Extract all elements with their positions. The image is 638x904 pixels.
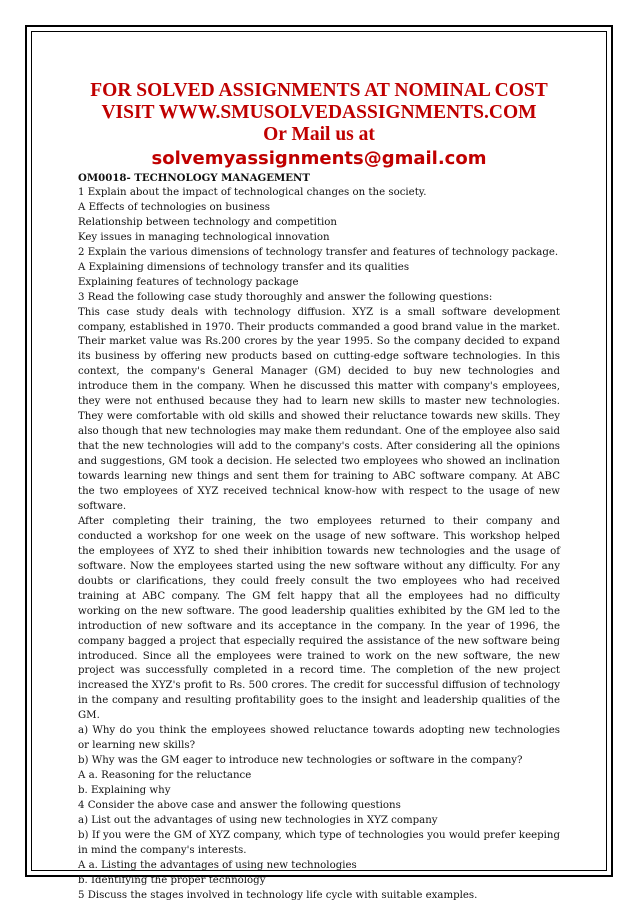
q4-point: A a. Listing the advantages of using new technologies bbox=[78, 859, 357, 871]
promo-line-1: FOR SOLVED ASSIGNMENTS AT NOMINAL COST bbox=[90, 80, 548, 101]
document-content bbox=[78, 80, 560, 904]
case-study-paragraph-1: This case study deals with technology diffusion. XYZ is a small software development company, established in 1970. Their products commanded a good brand value in the market. Their market value was Rs.200 crores by the year 1995. So the company decided to expand its business by offering new products based on cutting-edge software technologies. In this context, the company's General Manager (GM) decided to buy new technologies and introduce them in the company. When he discussed this matter with company's employees, they were not enthused because they had to learn new skills to master new technologies. They were comfortable with old skills and showed their reluctance towards new skills. They also though that new technologies may make them redundant. One of the employee also said that the new technologies will add to the company's costs. After considering all the opinions and suggestions, GM took a decision. He selected two employees who showed an inclination towards learning new things and sent them for training to ABC software company. At ABC the two employees of XYZ received technical know-how with respect to the usage of new software. bbox=[78, 306, 560, 512]
question-2: 2 Explain the various dimensions of technology transfer and features of technology package. bbox=[78, 246, 559, 258]
question-4: 4 Consider the above case and answer the following questions bbox=[78, 800, 401, 812]
question-1: 1 Explain about the impact of technological changes on the society. bbox=[78, 186, 427, 198]
question-3: 3 Read the following case study thoroughly and answer the following questions: bbox=[78, 291, 493, 303]
q4-point: b. Identifying the proper technology bbox=[78, 874, 266, 886]
q4-sub-question-a: a) List out the advantages of using new technologies in XYZ company bbox=[78, 814, 438, 826]
q1-point: A Effects of technologies on business bbox=[78, 201, 271, 213]
q1-point: Relationship between technology and competition bbox=[78, 216, 337, 228]
case-study-paragraph-2: After completing their training, the two employees returned to their company and conducted a workshop for one week on the usage of new software. This workshop helped the employees of XYZ to shed their inhibition towards new technologies and the usage of software. Now the employees started using the new software without any difficulty. For any doubts or clarifications, they could freely consult the two employees who had received training at ABC company. The GM felt happy that all the employees had no difficulty working on the new software. The good leadership qualities exhibited by the GM led to the introduction of new software and its acceptance in the company. In the year of 1996, the company bagged a project that especially required the assistance of the new software being introduced. Since all the employees were trained to work on the new software, the new project was successfully completed in a record time. The completion of the new project increased the XYZ's profit to Rs. 500 crores. The credit for successful diffusion of technology in the company and resulting profitability goes to the insight and leadership qualities of the GM. bbox=[78, 515, 560, 722]
q3-point: A a. Reasoning for the reluctance bbox=[78, 770, 252, 782]
q3-point: b. Explaining why bbox=[78, 785, 171, 797]
promo-line-3: Or Mail us at bbox=[263, 124, 375, 145]
promo-line-2: VISIT WWW.SMUSOLVEDASSIGNMENTS.COM bbox=[101, 102, 537, 123]
q3-sub-question-a: a) Why do you think the employees showed reluctance towards adopting new technologies or learning new skills? bbox=[78, 725, 560, 752]
promo-header bbox=[78, 80, 560, 171]
q1-point: Key issues in managing technological innovation bbox=[78, 231, 330, 243]
question-5: 5 Discuss the stages involved in technology life cycle with suitable examples. bbox=[78, 889, 478, 901]
promo-email: solvemyassignments@gmail.com bbox=[151, 148, 487, 169]
q2-point: Explaining features of technology package bbox=[78, 276, 299, 288]
q4-sub-question-b: b) If you were the GM of XYZ company, which type of technologies you would prefer keeping in mind the company's interests. bbox=[78, 829, 560, 856]
q2-point: A Explaining dimensions of technology transfer and its qualities bbox=[78, 261, 410, 273]
assignment-body bbox=[78, 171, 560, 904]
course-title: OM0018- TECHNOLOGY MANAGEMENT bbox=[78, 172, 310, 184]
q3-sub-question-b: b) Why was the GM eager to introduce new technologies or software in the company? bbox=[78, 755, 523, 767]
